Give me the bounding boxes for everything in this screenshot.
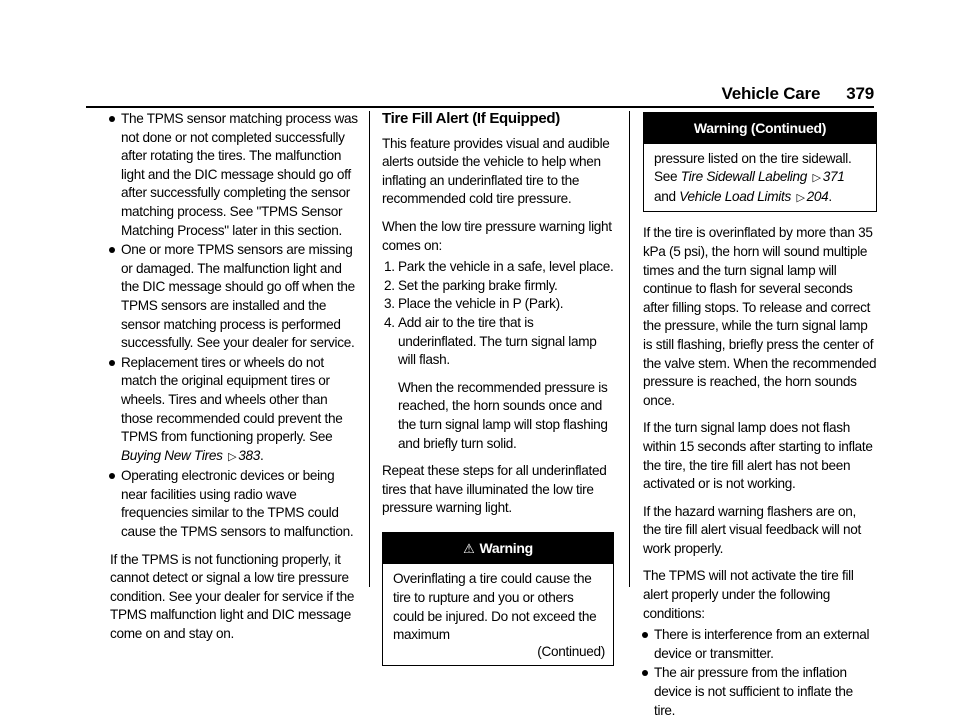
paragraph: The TPMS will not activate the tire fill alert properly under the following conditions:	[643, 568, 854, 621]
warning-box	[382, 532, 614, 667]
cross-reference-link[interactable]: Tire Sidewall Labeling	[680, 169, 808, 185]
list-item: One or more TPMS sensors are missing or damaged. The malfunction light and the DIC message should go off when the TPMS sensors are installed and the sensor matching process is performed successfully. See your dealer for service.	[110, 241, 360, 353]
column-middle	[382, 110, 614, 666]
list-item: 1. Park the vehicle in a safe, level place.	[384, 259, 614, 275]
warning-body: Overinflating a tire could cause the tire to rupture and you or others could be injured. Do not exceed the maximum (Continued)	[383, 564, 613, 665]
cross-reference-page[interactable]: 383	[238, 447, 261, 463]
step-list	[382, 258, 614, 453]
cross-reference-link[interactable]: Buying New Tires	[121, 447, 223, 463]
section-title: Vehicle Care	[721, 84, 821, 103]
bullet-list	[110, 110, 360, 542]
paragraph: If the turn signal lamp does not flash within 15 seconds after starting to inflate the tire, the tire fill alert has not been activated or is not working.	[643, 420, 873, 492]
header-rule	[86, 106, 874, 108]
page-header	[722, 84, 875, 104]
list-item: 3. Place the vehicle in P (Park).	[384, 296, 564, 312]
warning-box	[643, 112, 877, 212]
cross-reference-page[interactable]: 371	[822, 169, 845, 185]
section-heading: Tire Fill Alert (If Equipped)	[382, 110, 560, 127]
list-item: Replacement tires or wheels do not match the original equipment tires or wheels. Tires and wheels other than those recommended could prevent the TPMS from functioning properly. See Buying New Tires ▷ 383.	[110, 354, 360, 467]
paragraph: Repeat these steps for all underinflated tires that have illuminated the low tire pressure warning light.	[382, 463, 607, 516]
column-right	[643, 110, 877, 721]
warning-triangle-icon: ⚠	[463, 540, 475, 556]
step-note: When the recommended pressure is reached, the horn sounds once and the turn signal lamp will stop flashing and briefly turn solid.	[398, 379, 608, 451]
list-item: Operating electronic devices or being near facilities using radio wave frequencies similar to the TPMS could cause the TPMS sensors to malfunction.	[110, 467, 360, 541]
column-divider	[629, 111, 630, 587]
paragraph: When the low tire pressure warning light comes on:	[382, 218, 612, 253]
column-divider	[369, 111, 370, 587]
page-reference-arrow-icon: ▷	[812, 172, 821, 185]
list-item: 2. Set the parking brake firmly.	[384, 277, 558, 293]
page-number: 379	[846, 84, 874, 103]
continued-label: (Continued)	[537, 643, 605, 659]
bullet-list	[643, 626, 877, 720]
list-item: There is interference from an external device or transmitter.	[643, 626, 877, 663]
paragraph: If the tire is overinflated by more than 35 kPa (5 psi), the horn will sound multiple times and the turn signal lamp will continue to flash for several seconds after filling stops. To release and correct the pressure, while the turn signal lamp is still flashing, briefly press the center of the valve stem. When the recommended pressure is reached, the horn sounds once.	[643, 225, 877, 408]
warning-title: Warning (Continued)	[644, 113, 876, 144]
list-item: The TPMS sensor matching process was not done or not completed successfully after rotating the tires. The malfunction light and the DIC message should go off after successfully completing the sensor matching process. See "TPMS Sensor Matching Process" later in this section.	[110, 110, 360, 240]
cross-reference-link[interactable]: Vehicle Load Limits	[679, 188, 791, 204]
warning-title: ⚠ Warning	[383, 533, 613, 565]
column-left	[110, 110, 360, 653]
paragraph: If the hazard warning flashers are on, the tire fill alert visual feedback will not work properly.	[643, 503, 862, 556]
page-reference-arrow-icon: ▷	[228, 450, 237, 463]
warning-body: pressure listed on the tire sidewall. See Tire Sidewall Labeling ▷ 371 and Vehicle Load Limits ▷ 204.	[654, 150, 852, 204]
paragraph: This feature provides visual and audible alerts outside the vehicle to help when inflating an underinflated tire to the recommended cold tire pressure.	[382, 135, 610, 207]
cross-reference-page[interactable]: 204	[806, 188, 829, 204]
list-item: The air pressure from the inflation device is not sufficient to inflate the tire.	[643, 664, 877, 720]
page-reference-arrow-icon: ▷	[796, 191, 805, 204]
list-item: 4. Add air to the tire that is underinflated. The turn signal lamp will flash. When the recommended pressure is reached, the horn sounds once and the turn signal lamp will stop flashing and briefly turn solid.	[382, 314, 614, 453]
paragraph: If the TPMS is not functioning properly, it cannot detect or signal a low tire pressure condition. See your dealer for service if the TPMS malfunction light and DIC message come on and stay on.	[110, 551, 355, 642]
